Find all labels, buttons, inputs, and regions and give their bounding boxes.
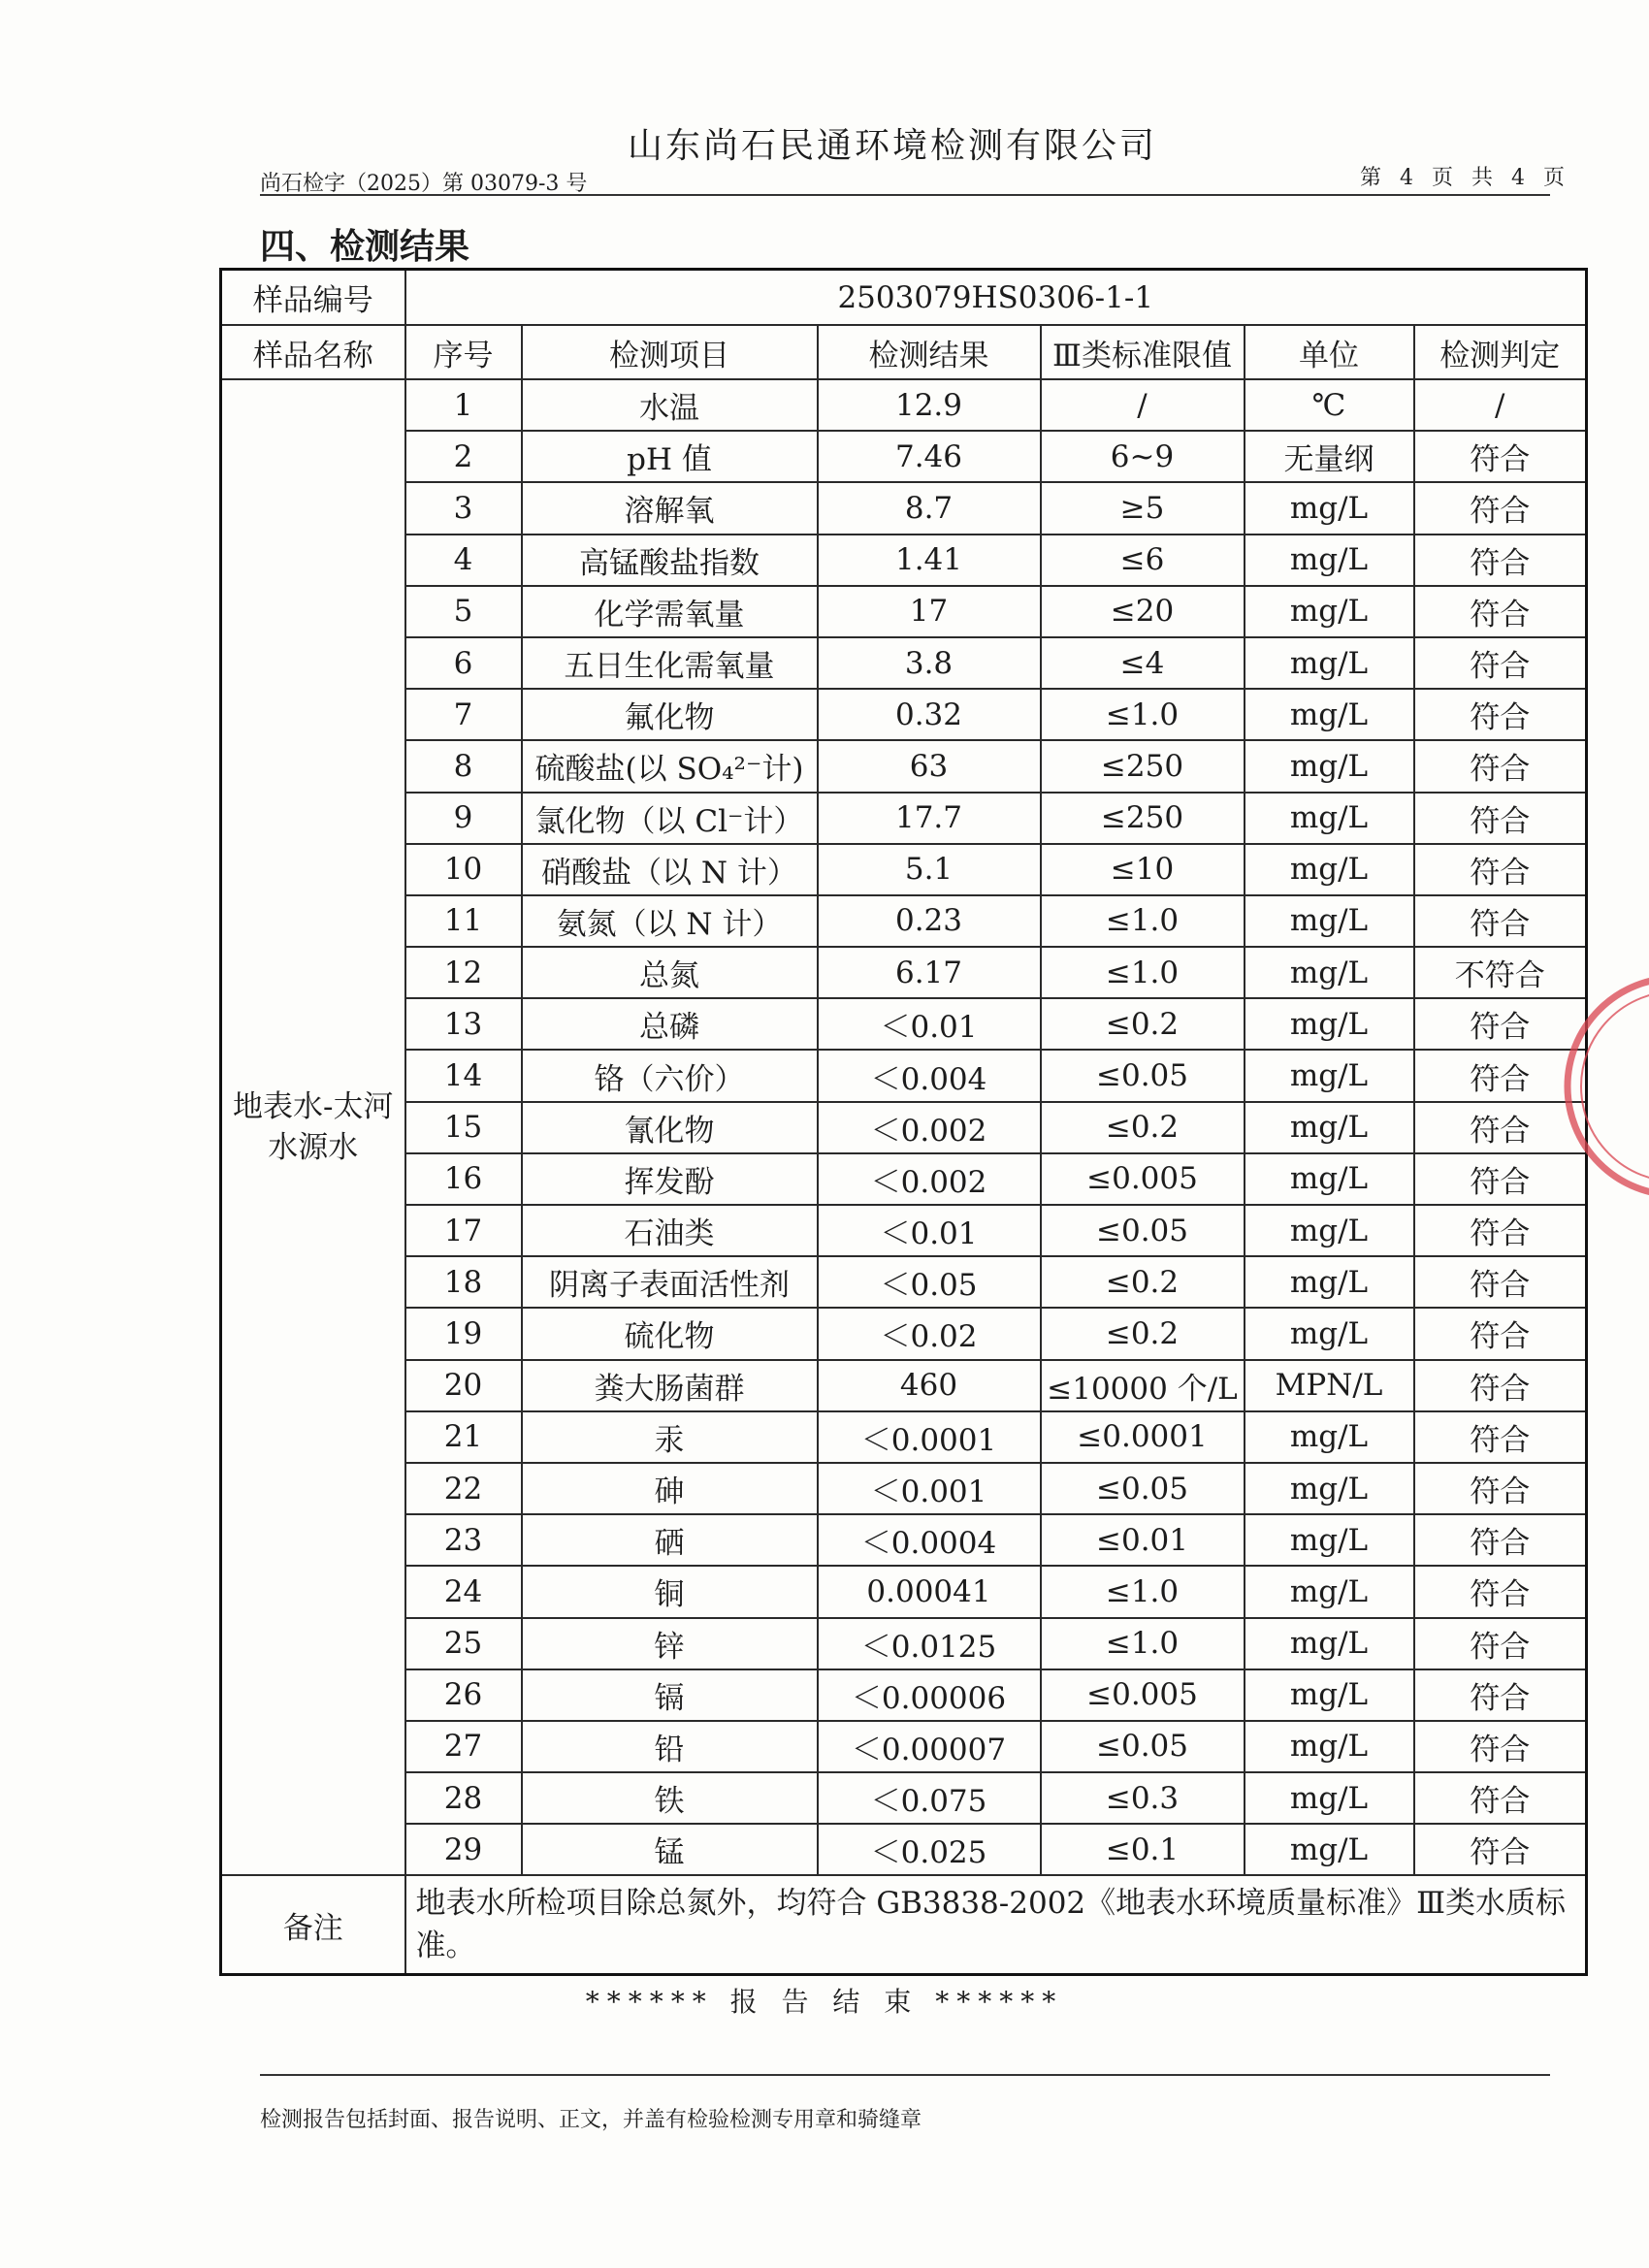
test-item: 石油类	[522, 1205, 818, 1256]
unit: mg/L	[1245, 1050, 1414, 1101]
standard-limit: ≤1.0	[1041, 1618, 1245, 1669]
row-number: 23	[405, 1514, 522, 1566]
test-item: 铅	[522, 1721, 818, 1772]
table-row	[221, 1153, 1587, 1205]
unit: 无量纲	[1245, 431, 1414, 482]
unit: mg/L	[1245, 1102, 1414, 1153]
judgement: 符合	[1414, 1050, 1587, 1101]
judgement: 符合	[1414, 1256, 1587, 1308]
test-item: 铬（六价）	[522, 1050, 818, 1101]
unit: mg/L	[1245, 793, 1414, 844]
table-row	[221, 947, 1587, 998]
sample-name-cell: 地表水-太河水源水	[221, 379, 405, 1875]
test-result: 460	[818, 1360, 1041, 1411]
table-row	[221, 637, 1587, 689]
test-item: 硝酸盐（以 N 计）	[522, 844, 818, 895]
test-result: ＜0.00006	[818, 1669, 1041, 1721]
test-item: 硫化物	[522, 1308, 818, 1359]
standard-limit: ≤10000 个/L	[1041, 1360, 1245, 1411]
test-item: 氨氮（以 N 计）	[522, 895, 818, 947]
row-number: 15	[405, 1102, 522, 1153]
table-row	[221, 1360, 1587, 1411]
row-number: 19	[405, 1308, 522, 1359]
row-number: 22	[405, 1463, 522, 1514]
judgement: 符合	[1414, 1514, 1587, 1566]
judgement: 符合	[1414, 844, 1587, 895]
standard-limit: /	[1041, 379, 1245, 431]
table-row	[221, 1411, 1587, 1463]
table-row	[221, 1772, 1587, 1824]
test-result: ＜0.004	[818, 1050, 1041, 1101]
judgement: 符合	[1414, 740, 1587, 792]
table-row	[221, 431, 1587, 482]
judgement: 符合	[1414, 1308, 1587, 1359]
standard-limit: ≤250	[1041, 740, 1245, 792]
test-result: ＜0.02	[818, 1308, 1041, 1359]
unit: mg/L	[1245, 586, 1414, 637]
standard-limit: ≥5	[1041, 482, 1245, 534]
standard-limit: ≤0.2	[1041, 998, 1245, 1050]
table-row	[221, 1566, 1587, 1617]
unit: mg/L	[1245, 1618, 1414, 1669]
test-result: 63	[818, 740, 1041, 792]
table-row	[221, 1102, 1587, 1153]
standard-limit: 6~9	[1041, 431, 1245, 482]
judgement: 符合	[1414, 1102, 1587, 1153]
section-title: 四、检测结果	[260, 226, 470, 267]
test-item: 溶解氧	[522, 482, 818, 534]
row-number: 3	[405, 482, 522, 534]
table-row	[221, 1618, 1587, 1669]
test-result: 7.46	[818, 431, 1041, 482]
standard-limit: ≤1.0	[1041, 689, 1245, 740]
sample-id-label: 样品编号	[221, 270, 405, 326]
judgement: 符合	[1414, 535, 1587, 586]
header-divider	[260, 194, 1550, 196]
unit: mg/L	[1245, 1669, 1414, 1721]
unit: mg/L	[1245, 998, 1414, 1050]
test-item: 阴离子表面活性剂	[522, 1256, 818, 1308]
company-name: 山东尚石民通环境检测有限公司	[627, 126, 1157, 166]
test-item: 粪大肠菌群	[522, 1360, 818, 1411]
unit: mg/L	[1245, 895, 1414, 947]
standard-limit: ≤0.1	[1041, 1824, 1245, 1875]
row-number: 8	[405, 740, 522, 792]
test-item: 挥发酚	[522, 1153, 818, 1205]
table-row	[221, 1050, 1587, 1101]
test-result: ＜0.025	[818, 1824, 1041, 1875]
test-item: 硫酸盐(以 SO₄²⁻计)	[522, 740, 818, 792]
judgement: 符合	[1414, 1463, 1587, 1514]
row-number: 27	[405, 1721, 522, 1772]
test-item: 铁	[522, 1772, 818, 1824]
test-result: ＜0.001	[818, 1463, 1041, 1514]
col-header-judge: 检测判定	[1414, 325, 1587, 379]
test-result: 12.9	[818, 379, 1041, 431]
test-item: 化学需氧量	[522, 586, 818, 637]
judgement: /	[1414, 379, 1587, 431]
row-number: 17	[405, 1205, 522, 1256]
test-result: 0.23	[818, 895, 1041, 947]
row-number: 18	[405, 1256, 522, 1308]
unit: mg/L	[1245, 740, 1414, 792]
col-header-item: 检测项目	[522, 325, 818, 379]
unit: mg/L	[1245, 689, 1414, 740]
row-number: 10	[405, 844, 522, 895]
test-result: 0.00041	[818, 1566, 1041, 1617]
judgement: 符合	[1414, 998, 1587, 1050]
judgement: 符合	[1414, 689, 1587, 740]
unit: mg/L	[1245, 1256, 1414, 1308]
test-item: 镉	[522, 1669, 818, 1721]
judgement: 符合	[1414, 793, 1587, 844]
row-number: 11	[405, 895, 522, 947]
unit: ℃	[1245, 379, 1414, 431]
unit: mg/L	[1245, 1411, 1414, 1463]
standard-limit: ≤4	[1041, 637, 1245, 689]
judgement: 符合	[1414, 482, 1587, 534]
report-number: 尚石检字（2025）第 03079-3 号	[260, 172, 588, 196]
test-item: 锌	[522, 1618, 818, 1669]
unit: mg/L	[1245, 1772, 1414, 1824]
judgement: 符合	[1414, 895, 1587, 947]
unit: mg/L	[1245, 1721, 1414, 1772]
table-row	[221, 535, 1587, 586]
row-number: 16	[405, 1153, 522, 1205]
judgement: 符合	[1414, 1566, 1587, 1617]
row-number: 24	[405, 1566, 522, 1617]
col-header-no: 序号	[405, 325, 522, 379]
judgement: 不符合	[1414, 947, 1587, 998]
col-header-limit: Ⅲ类标准限值	[1041, 325, 1245, 379]
table-row	[221, 895, 1587, 947]
judgement: 符合	[1414, 1618, 1587, 1669]
standard-limit: ≤250	[1041, 793, 1245, 844]
report-end-mark: ****** 报 告 结 束 ******	[585, 1986, 1064, 2018]
judgement: 符合	[1414, 1721, 1587, 1772]
standard-limit: ≤10	[1041, 844, 1245, 895]
standard-limit: ≤20	[1041, 586, 1245, 637]
test-result: ＜0.0125	[818, 1618, 1041, 1669]
col-header-result: 检测结果	[818, 325, 1041, 379]
row-number: 6	[405, 637, 522, 689]
remark-text: 地表水所检项目除总氮外，均符合 GB3838-2002《地表水环境质量标准》Ⅲ类水质标准。	[405, 1875, 1587, 1975]
test-item: 高锰酸盐指数	[522, 535, 818, 586]
test-result: ＜0.002	[818, 1102, 1041, 1153]
table-row	[221, 586, 1587, 637]
test-item: 汞	[522, 1411, 818, 1463]
results-table	[219, 268, 1588, 1976]
row-number: 13	[405, 998, 522, 1050]
judgement: 符合	[1414, 1824, 1587, 1875]
test-result: ＜0.002	[818, 1153, 1041, 1205]
unit: mg/L	[1245, 1205, 1414, 1256]
test-item: 砷	[522, 1463, 818, 1514]
standard-limit: ≤0.2	[1041, 1102, 1245, 1153]
standard-limit: ≤0.05	[1041, 1463, 1245, 1514]
unit: mg/L	[1245, 947, 1414, 998]
unit: mg/L	[1245, 535, 1414, 586]
unit: mg/L	[1245, 637, 1414, 689]
standard-limit: ≤1.0	[1041, 947, 1245, 998]
test-item: 氟化物	[522, 689, 818, 740]
col-header-sample-name: 样品名称	[221, 325, 405, 379]
judgement: 符合	[1414, 1205, 1587, 1256]
table-row	[221, 1308, 1587, 1359]
unit: mg/L	[1245, 1463, 1414, 1514]
test-item: 氰化物	[522, 1102, 818, 1153]
row-number: 7	[405, 689, 522, 740]
unit: mg/L	[1245, 1514, 1414, 1566]
test-item: 五日生化需氧量	[522, 637, 818, 689]
test-result: 8.7	[818, 482, 1041, 534]
test-result: ＜0.075	[818, 1772, 1041, 1824]
col-header-unit: 单位	[1245, 325, 1414, 379]
test-result: 6.17	[818, 947, 1041, 998]
standard-limit: ≤1.0	[1041, 1566, 1245, 1617]
test-item: 氯化物（以 Cl⁻计）	[522, 793, 818, 844]
table-row	[221, 379, 1587, 431]
judgement: 符合	[1414, 1772, 1587, 1824]
test-result: 3.8	[818, 637, 1041, 689]
row-number: 14	[405, 1050, 522, 1101]
test-result: 1.41	[818, 535, 1041, 586]
test-result: ＜0.01	[818, 1205, 1041, 1256]
test-item: 锰	[522, 1824, 818, 1875]
test-item: 总磷	[522, 998, 818, 1050]
unit: mg/L	[1245, 482, 1414, 534]
unit: mg/L	[1245, 1824, 1414, 1875]
standard-limit: ≤0.2	[1041, 1308, 1245, 1359]
standard-limit: ≤6	[1041, 535, 1245, 586]
row-number: 29	[405, 1824, 522, 1875]
row-number: 28	[405, 1772, 522, 1824]
remark-label: 备注	[221, 1875, 405, 1975]
row-number: 2	[405, 431, 522, 482]
unit: mg/L	[1245, 1308, 1414, 1359]
page-number: 第 4 页 共 4 页	[1360, 166, 1570, 190]
judgement: 符合	[1414, 431, 1587, 482]
test-result: ＜0.00007	[818, 1721, 1041, 1772]
judgement: 符合	[1414, 1360, 1587, 1411]
table-row	[221, 1669, 1587, 1721]
table-row	[221, 740, 1587, 792]
row-number: 4	[405, 535, 522, 586]
table-row	[221, 482, 1587, 534]
test-result: ＜0.0001	[818, 1411, 1041, 1463]
row-number: 20	[405, 1360, 522, 1411]
standard-limit: ≤1.0	[1041, 895, 1245, 947]
test-result: 17.7	[818, 793, 1041, 844]
remark-row	[221, 1875, 1587, 1975]
table-row	[221, 1463, 1587, 1514]
table-row	[221, 844, 1587, 895]
unit: mg/L	[1245, 844, 1414, 895]
table-row	[221, 998, 1587, 1050]
unit: mg/L	[1245, 1566, 1414, 1617]
test-result: 0.32	[818, 689, 1041, 740]
row-number: 12	[405, 947, 522, 998]
row-number: 5	[405, 586, 522, 637]
row-number: 21	[405, 1411, 522, 1463]
table-row	[221, 793, 1587, 844]
row-number: 9	[405, 793, 522, 844]
test-item: 水温	[522, 379, 818, 431]
table-row	[221, 1721, 1587, 1772]
unit: MPN/L	[1245, 1360, 1414, 1411]
sample-id-row	[221, 270, 1587, 326]
table-row	[221, 1514, 1587, 1566]
table-row	[221, 1205, 1587, 1256]
judgement: 符合	[1414, 637, 1587, 689]
row-number: 26	[405, 1669, 522, 1721]
row-number: 1	[405, 379, 522, 431]
footer-divider	[260, 2074, 1550, 2076]
test-result: 5.1	[818, 844, 1041, 895]
standard-limit: ≤0.005	[1041, 1669, 1245, 1721]
standard-limit: ≤0.005	[1041, 1153, 1245, 1205]
test-item: 铜	[522, 1566, 818, 1617]
test-result: ＜0.01	[818, 998, 1041, 1050]
column-header-row	[221, 325, 1587, 379]
standard-limit: ≤0.3	[1041, 1772, 1245, 1824]
judgement: 符合	[1414, 586, 1587, 637]
table-row	[221, 689, 1587, 740]
judgement: 符合	[1414, 1411, 1587, 1463]
test-item: pH 值	[522, 431, 818, 482]
table-row	[221, 1256, 1587, 1308]
sample-id-value: 2503079HS0306-1-1	[405, 270, 1587, 326]
standard-limit: ≤0.05	[1041, 1721, 1245, 1772]
table-row	[221, 1824, 1587, 1875]
standard-limit: ≤0.05	[1041, 1050, 1245, 1101]
unit: mg/L	[1245, 1153, 1414, 1205]
test-result: ＜0.0004	[818, 1514, 1041, 1566]
judgement: 符合	[1414, 1669, 1587, 1721]
test-result: ＜0.05	[818, 1256, 1041, 1308]
row-number: 25	[405, 1618, 522, 1669]
standard-limit: ≤0.05	[1041, 1205, 1245, 1256]
judgement: 符合	[1414, 1153, 1587, 1205]
test-result: 17	[818, 586, 1041, 637]
test-item: 硒	[522, 1514, 818, 1566]
standard-limit: ≤0.01	[1041, 1514, 1245, 1566]
footer-note: 检测报告包括封面、报告说明、正文，并盖有检验检测专用章和骑缝章	[260, 2108, 922, 2132]
standard-limit: ≤0.2	[1041, 1256, 1245, 1308]
test-item: 总氮	[522, 947, 818, 998]
standard-limit: ≤0.0001	[1041, 1411, 1245, 1463]
